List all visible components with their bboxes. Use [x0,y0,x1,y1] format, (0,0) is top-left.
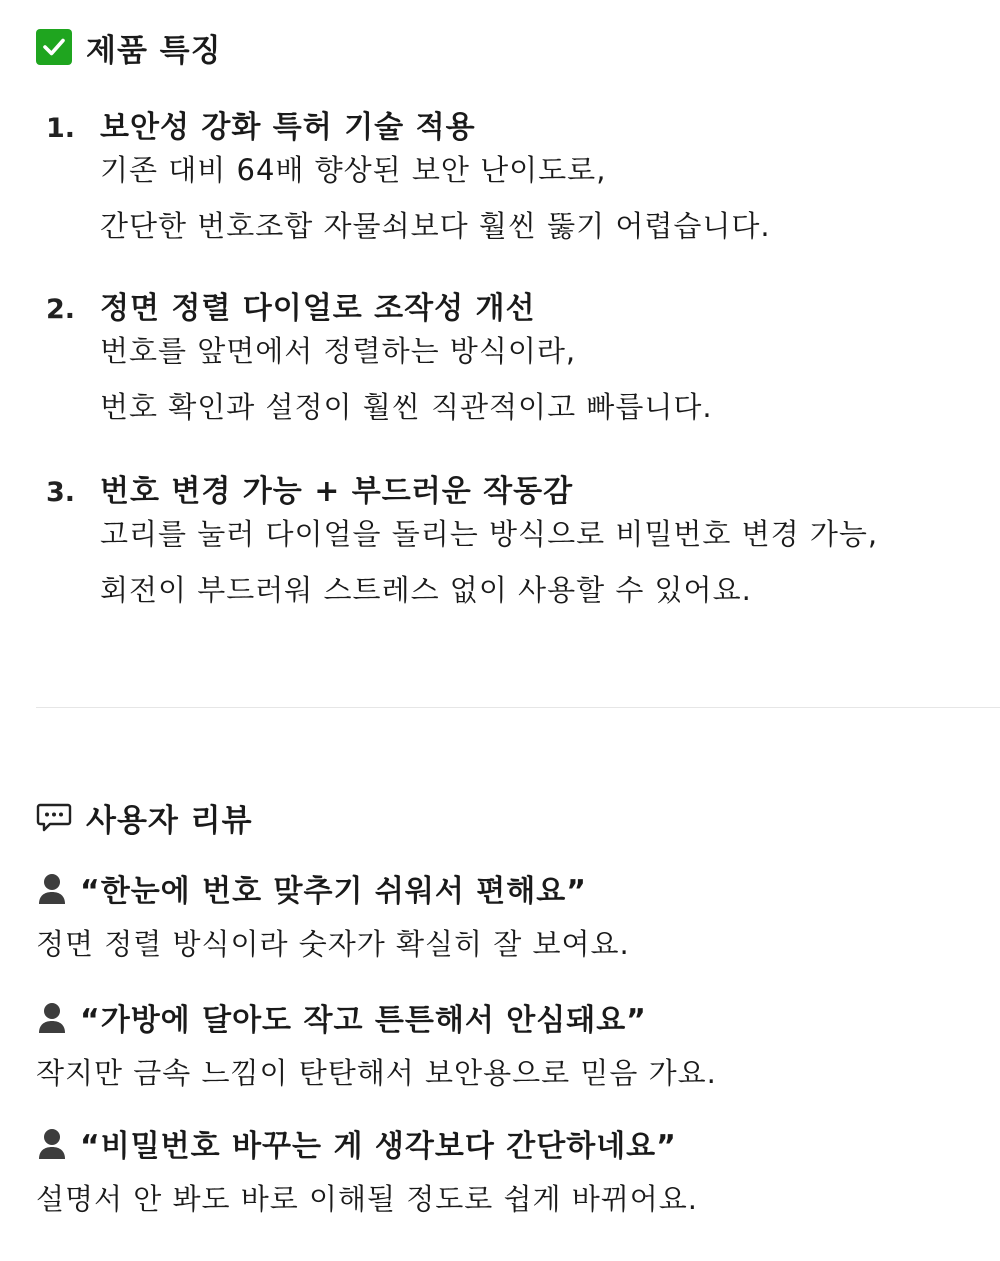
review-body: 정면 정렬 방식이라 숫자가 확실히 잘 보여요. [36,927,630,961]
review-title: “비밀번호 바꾸는 게 생각보다 간단하네요” [80,1129,677,1164]
feature-number: 2. [46,294,76,325]
person-silhouette-icon [36,1126,68,1160]
speech-balloon-icon [36,802,72,832]
feature-description-line: 기존 대비 64배 향상된 보안 난이도로, [100,153,607,187]
reviews-heading [36,797,253,837]
review-item [36,1121,996,1218]
feature-item [46,102,986,254]
review-body: 작지만 금속 느낌이 탄탄해서 보안용으로 믿음 가요. [36,1056,717,1090]
feature-description-line: 회전이 부드러워 스트레스 없이 사용할 수 있어요. [100,573,752,607]
section-divider [36,707,1000,708]
review-title: “가방에 달아도 작고 튼튼해서 안심돼요” [80,1003,647,1038]
feature-number: 3. [46,477,76,508]
feature-description-line: 번호를 앞면에서 정렬하는 방식이라, [100,334,577,368]
feature-item [46,283,986,435]
person-silhouette-icon [36,871,68,905]
review-item [36,866,996,963]
feature-item [46,466,986,618]
review-title: “한눈에 번호 맞추기 쉬워서 편해요” [80,874,587,909]
person-silhouette-icon [36,1000,68,1034]
features-heading [36,27,222,67]
feature-description-line: 고리를 눌러 다이얼을 돌리는 방식으로 비밀번호 변경 가능, [100,517,879,551]
reviews-heading-text: 사용자 리뷰 [86,802,253,839]
review-body: 설명서 안 봐도 바로 이해될 정도로 쉽게 바뀌어요. [36,1182,699,1216]
feature-title: 번호 변경 가능 + 부드러운 작동감 [100,474,574,509]
feature-title: 보안성 강화 특허 기술 적용 [100,110,476,145]
feature-number: 1. [46,113,76,144]
features-heading-text: 제품 특징 [86,32,222,69]
feature-description-line: 번호 확인과 설정이 훨씬 직관적이고 빠릅니다. [100,390,713,424]
check-mark-button-icon [36,29,72,65]
review-item [36,995,996,1092]
feature-description-line: 간단한 번호조합 자물쇠보다 훨씬 뚫기 어렵습니다. [100,209,771,243]
feature-title: 정면 정렬 다이얼로 조작성 개선 [100,291,536,326]
